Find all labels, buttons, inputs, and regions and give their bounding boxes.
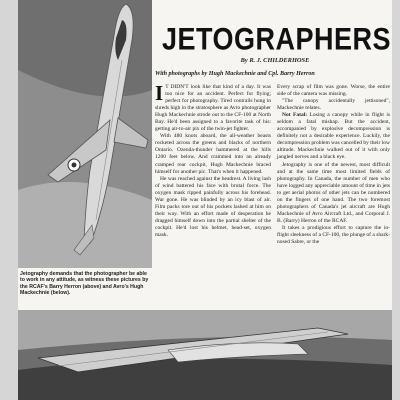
jet-fighter-illustration (18, 0, 152, 268)
paragraph: Jetography is one of the newest, most difficult and at the same time most limited fields of photography. In Canada, the number of men who have logged any appreciable amount of time in jets to get aerial photos of other jets can be numbered on the fingers of one hand. The two foremost photographers of Canada's jet aircraft are Hugh Mackechnie of Avro Aircraft Ltd., and Corporal J. B. (Barry) Herron of the RCAF. (277, 161, 390, 224)
paragraph: It takes a prodigious effort to capture the in-flight sleekness of a CF-100, the plunge of a shark-nosed Sabre, or the (277, 224, 390, 246)
paragraph: "The canopy accidentally jettisoned", Mackechnie relates. (277, 98, 390, 112)
paragraph: Not Fatal: Losing a canopy while in flight is seldom a fatal mishap. But the accident, accompanied by explosive decompression is definitely not a desirable experience. Luckily, the decompression problem was cancelled by their low altitude. Mackechnie walked out of it with only jangled nerves and a black eye. (277, 112, 391, 161)
paragraph: With 480 knots aboard, the all-weather beasts rocketed across the greens and blacks of northern Ontario. Ozenda-thunder hammered at the hills 1200 feet below. And crammed into an already cramped rear cockpit, Hugh Mackechnie braced himself for another pic. That's when it happened. (155, 133, 271, 175)
paragraph: Every scrap of film was gone. Worse, the entire side of the camera was missing. (277, 84, 390, 98)
drop-cap: I (155, 81, 164, 105)
run-in-subhead: Not Fatal: (282, 112, 308, 119)
photo-credits: With photographs by Hugh Mackechnie and Cpl. Barry Herron (155, 71, 315, 77)
paragraph: I T DIDN'T look like that kind of a day. It was too nice for an accident. Perfect for flying; perfect for photography. Tired contrails hung in shreds high in the stratosphere as Avro photographer Hugh Mackechnie strode out to the CF-100 at North Bay. He'd been assigned to a favorite task of his: getting air-to-air pix of the twin-jet fighter. (155, 81, 271, 133)
article-title: JETOGRAPHERS (162, 22, 392, 57)
text-column-2 (277, 84, 390, 246)
article-byline: By R. J. CHILDERHOSE (240, 57, 310, 64)
jet-wing-illustration (18, 310, 392, 400)
text-column-1 (155, 81, 271, 239)
paragraph: He was reached against the headrest. A living lash of wind battered his face with brutal force. The oxygen mask ripped painfully across his forehead. War gone. He was blinded by an icy blast of air. Film packs tore out of his pockets lashed at him on their way. With an effort made of desperation he dragged himself down into the partial shelter of the cockpit. He'd lost his helmet, head-set, oxygen mask. (155, 175, 271, 238)
jet-photo-top (18, 0, 152, 268)
magazine-page (18, 0, 392, 400)
jet-photo-bottom (18, 310, 392, 400)
photo-caption: Jetography demands that the photographer be able to work in any attitude, as witness these pictures by the RCAF's Barry Herron (above) and Avro's Hugh Mackechnie (below). (20, 271, 149, 297)
